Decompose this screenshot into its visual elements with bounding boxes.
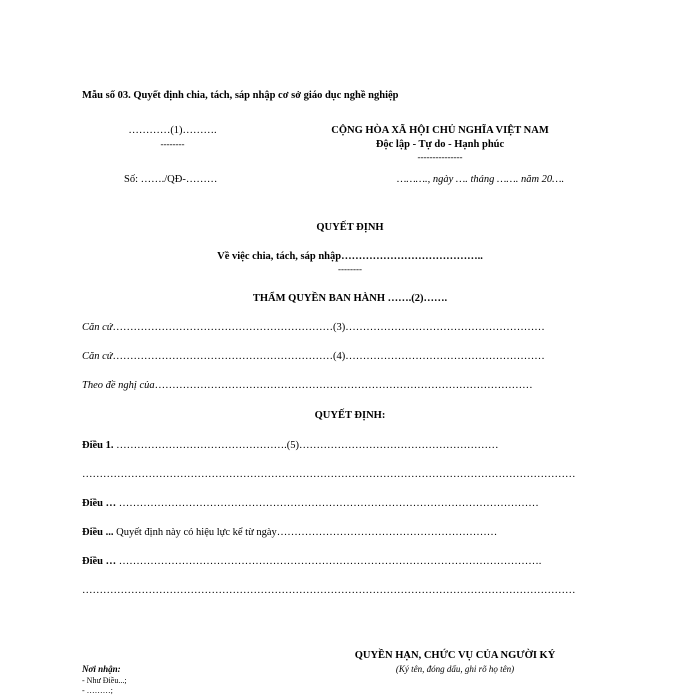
basis-line-1 bbox=[82, 322, 545, 333]
issuing-authority: THẨM QUYỀN BAN HÀNH …….(2)……. bbox=[252, 293, 448, 304]
nation-name: CỘNG HÒA XÃ HỘI CHỦ NGHĨA VIỆT NAM bbox=[331, 125, 549, 136]
signer-note: (Ký tên, đóng dấu, ghi rõ họ tên) bbox=[395, 664, 515, 674]
recipient-item: - ………; bbox=[82, 686, 113, 695]
recipients-label: Nơi nhận: bbox=[82, 664, 121, 674]
article-label: Điều 1. bbox=[82, 440, 114, 451]
basis-text: ………………………………………………………(4)………………………………………………… bbox=[112, 351, 545, 362]
article-1 bbox=[82, 440, 499, 451]
article-text: ………………………………………………………………………………………………………… bbox=[116, 498, 539, 509]
signer-title: QUYỀN HẠN, CHỨC VỤ CỦA NGƯỜI KÝ bbox=[354, 650, 556, 661]
article-2 bbox=[82, 498, 539, 509]
basis-label: Theo đề nghị của bbox=[82, 380, 155, 391]
article-label: Điều ... bbox=[82, 527, 114, 538]
document-subject: Về việc chia, tách, sáp nhập………………………………….. bbox=[217, 251, 483, 262]
article-label: Điều … bbox=[82, 556, 117, 567]
form-title: Mẫu số 03. Quyết định chia, tách, sáp nhập cơ sở giáo dục nghề nghiệp bbox=[82, 90, 399, 101]
recipient-item: - Như Điều...; bbox=[82, 676, 127, 685]
document-date: ………., ngày …. tháng ……. năm 20…. bbox=[397, 174, 565, 185]
article-1-continuation: …………………………………………………………………………………………………………………………… bbox=[82, 469, 576, 480]
document-title: QUYẾT ĐỊNH bbox=[316, 222, 384, 233]
subject-underline: -------- bbox=[338, 264, 362, 274]
basis-label: Căn cứ bbox=[82, 322, 113, 333]
article-3 bbox=[82, 527, 497, 538]
basis-line-3 bbox=[82, 380, 533, 391]
article-text: …………………………………………………………………………………………………………. bbox=[116, 556, 542, 567]
article-4 bbox=[82, 556, 541, 567]
article-label: Điều … bbox=[82, 498, 117, 509]
document-number: Số: ……./QĐ-……… bbox=[124, 174, 218, 185]
nation-underline: --------------- bbox=[417, 152, 463, 162]
basis-label: Căn cứ bbox=[82, 351, 113, 362]
article-4-continuation: …………………………………………………………………………………………………………………………… bbox=[82, 585, 576, 596]
article-text: Quyết định này có hiệu lực kể từ ngày……………………………………………………… bbox=[113, 527, 498, 538]
basis-line-2 bbox=[82, 351, 545, 362]
agency-name: …………(1)………. bbox=[128, 125, 217, 136]
nation-motto: Độc lập - Tự do - Hạnh phúc bbox=[375, 139, 505, 150]
basis-text: ………………………………………………………(3)………………………………………………… bbox=[112, 322, 545, 333]
basis-text: ……………………………………………………………………………………………… bbox=[154, 380, 533, 391]
agency-underline: -------- bbox=[160, 139, 185, 149]
decide-heading: QUYẾT ĐỊNH: bbox=[314, 410, 386, 421]
article-text: ………………………………………….(5)………………………………………………… bbox=[113, 440, 499, 451]
